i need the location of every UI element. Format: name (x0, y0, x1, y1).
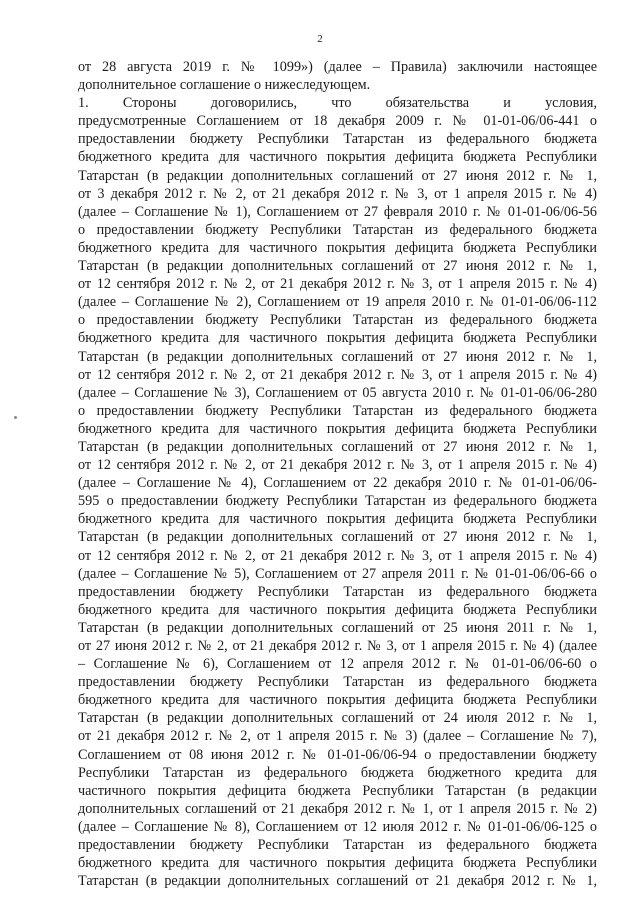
text-line: Татарстан (в редакции дополнительных соглашений от 27 июня 2012 г. № 1, (78, 258, 597, 275)
text-line: от 21 декабря 2012 г. № 2, от 1 апреля 2015 г. № 3) (далее – Соглашение № 7), (78, 728, 597, 745)
text-line: Соглашением от 08 июня 2012 г. № 01-01-06/06-94 о предоставлении бюджету (78, 746, 597, 763)
text-line: о предоставлении бюджету Республики Татарстан из федерального бюджета (78, 221, 597, 238)
text-line: Татарстан (в редакции дополнительных соглашений от 24 июля 2012 г. № 1, (78, 710, 597, 727)
text-line: предоставлении бюджету Республики Татарстан из федерального бюджета (78, 674, 597, 691)
text-line: бюджетного кредита для частичного покрытия дефицита бюджета Республики (78, 420, 597, 437)
text-line: предоставлении бюджету Республики Татарстан из федерального бюджета (78, 837, 597, 854)
text-line: от 28 августа 2019 г. № 1099») (далее – Правила) заключили настоящее (78, 59, 597, 75)
text-line: бюджетного кредита для частичного покрытия дефицита бюджета Республики (78, 149, 597, 166)
text-line: бюджетного кредита для частичного покрытия дефицита бюджета Республики (78, 855, 597, 872)
page-number: 2 (317, 33, 323, 45)
text-line: дополнительное соглашение о нижеследующем. (78, 77, 371, 94)
text-line: (далее – Соглашение № 8), Соглашением от 12 июля 2012 г. № 01-01-06/06-125 о (78, 818, 597, 835)
text-line: (далее – Соглашение № 1), Соглашением от 27 февраля 2010 г. № 01-01-06/06-56 (78, 203, 597, 220)
text-line: от 12 сентября 2012 г. № 2, от 21 декабря 2012 г. № 3, от 1 апреля 2015 г. № 4) (78, 366, 597, 383)
text-line: о предоставлении бюджету Республики Татарстан из федерального бюджета (78, 312, 597, 329)
margin-dot (14, 416, 17, 419)
text-line: предоставлении бюджету Республики Татарстан из федерального бюджета (78, 131, 597, 148)
text-line: предоставлении бюджету Республики Татарстан из федерального бюджета (78, 583, 597, 600)
text-line: – Соглашение № 6), Соглашением от 12 апреля 2012 г. № 01-01-06/06-60 о (78, 656, 597, 673)
text-line: бюджетного кредита для частичного покрытия дефицита бюджета Республики (78, 239, 597, 256)
text-line: (далее – Соглашение № 3), Соглашением от 05 августа 2010 г. № 01-01-06/06-280 (78, 384, 597, 401)
text-line: от 12 сентября 2012 г. № 2, от 21 декабря 2012 г. № 3, от 1 апреля 2015 г. № 4) (78, 276, 597, 293)
text-line: (далее – Соглашение № 2), Соглашением от 19 апреля 2010 г. № 01-01-06/06-112 (78, 294, 597, 311)
text-line: Татарстан (в редакции дополнительных соглашений от 25 июня 2011 г. № 1, (78, 619, 597, 636)
text-line: от 12 сентября 2012 г. № 2, от 21 декабря 2012 г. № 3, от 1 апреля 2015 г. № 4) (78, 547, 597, 564)
text-line: о предоставлении бюджету Республики Татарстан из федерального бюджета (78, 402, 597, 419)
text-line: Татарстан (в редакции дополнительных соглашений от 27 июня 2012 г. № 1, (78, 348, 597, 365)
text-line: от 3 декабря 2012 г. № 2, от 21 декабря 2012 г. № 3, от 1 апреля 2015 г. № 4) (78, 185, 597, 202)
text-line: бюджетного кредита для частичного покрытия дефицита бюджета Республики (78, 601, 597, 618)
text-line: Татарстан (в редакции дополнительных соглашений от 21 декабря 2012 г. № 1, (78, 873, 597, 890)
text-line: Республики Татарстан из федерального бюджета бюджетного кредита для (78, 764, 597, 781)
text-line: (далее – Соглашение № 5), Соглашением от 27 апреля 2011 г. № 01-01-06/06-66 о (78, 565, 597, 582)
text-line: от 12 сентября 2012 г. № 2, от 21 декабря 2012 г. № 3, от 1 апреля 2015 г. № 4) (78, 457, 597, 474)
text-line: бюджетного кредита для частичного покрытия дефицита бюджета Республики (78, 692, 597, 709)
text-line: 595 о предоставлении бюджету Республики Татарстан из федерального бюджета (78, 493, 597, 510)
text-line: (далее – Соглашение № 4), Соглашением от 22 декабря 2010 г. № 01-01-06/06- (78, 475, 597, 492)
text-line: бюджетного кредита для частичного покрытия дефицита бюджета Республики (78, 330, 597, 347)
text-line: 1. Стороны договорились, что обязательства и условия, (78, 95, 597, 112)
text-line: от 27 июня 2012 г. № 2, от 21 декабря 2012 г. № 3, от 1 апреля 2015 г. № 4) (далее (78, 638, 597, 654)
text-line: частичного покрытия дефицита бюджета Республики Татарстан (в редакции (78, 782, 597, 799)
text-line: Татарстан (в редакции дополнительных соглашений от 27 июня 2012 г. № 1, (78, 529, 597, 546)
text-line: Татарстан (в редакции дополнительных соглашений от 27 июня 2012 г. № 1, (78, 438, 597, 455)
document-body (78, 58, 597, 890)
text-line: бюджетного кредита для частичного покрытия дефицита бюджета Республики (78, 511, 597, 528)
text-line: дополнительных соглашений от 21 декабря 2012 г. № 1, от 1 апреля 2015 г. № 2) (78, 800, 597, 817)
text-line: Татарстан (в редакции дополнительных соглашений от 27 июня 2012 г. № 1, (78, 167, 597, 184)
text-line: предусмотренные Соглашением от 18 декабря 2009 г. № 01-01-06/06-441 о (78, 113, 597, 130)
